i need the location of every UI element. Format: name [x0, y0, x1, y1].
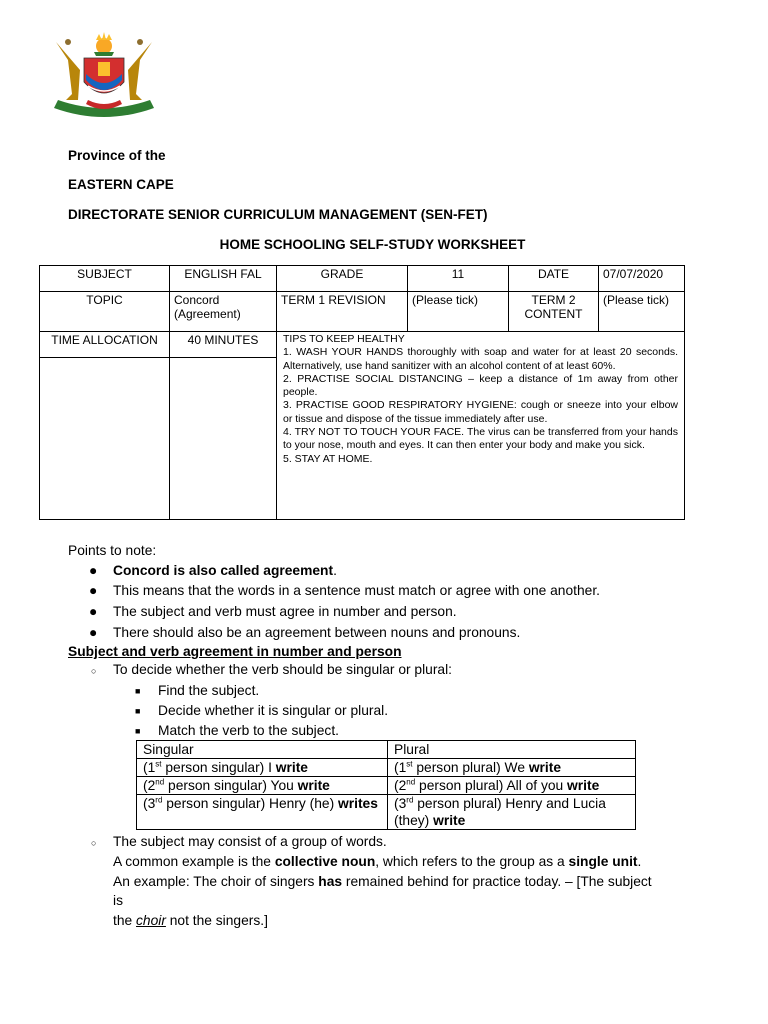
- bullet-icon: ●: [89, 604, 98, 619]
- topic-value: Concord (Agreement): [170, 292, 277, 332]
- province-line: Province of the: [68, 148, 166, 163]
- plural-first-person: (1st person plural) We write: [388, 759, 636, 777]
- note-item: The subject and verb must agree in number and person.: [113, 604, 457, 619]
- date-value: 07/07/2020: [599, 266, 685, 292]
- plural-header: Plural: [388, 741, 636, 759]
- grade-value: 11: [408, 266, 509, 292]
- term1-tick[interactable]: (Please tick): [408, 292, 509, 332]
- note-item: There should also be an agreement between nouns and pronouns.: [113, 625, 521, 640]
- coat-of-arms-logo: [46, 30, 162, 122]
- tip-item: 1. WASH YOUR HANDS thoroughly with soap and water for at least 20 seconds. Alternatively, use hand sanitizer with an alcohol content of at least 60%.: [283, 346, 678, 372]
- worksheet-title: HOME SCHOOLING SELF-STUDY WORKSHEET: [219, 237, 526, 252]
- square-bullet-icon: ■: [135, 706, 141, 716]
- closing-line: The subject may consist of a group of words.: [113, 834, 387, 849]
- plural-second-person: (2nd person plural) All of you write: [388, 777, 636, 795]
- tip-item: 5. STAY AT HOME.: [283, 452, 373, 465]
- plural-third-person: (3rd person plural) Henry and Lucia (they) write: [388, 795, 636, 830]
- empty-cell: [170, 358, 277, 520]
- worksheet-info-table: [39, 265, 685, 520]
- subject-label: SUBJECT: [40, 266, 170, 292]
- singular-header: Singular: [137, 741, 388, 759]
- collective-noun-paragraph: A common example is the collective noun, which refers to the group as a single unit. An example: The choir of singers has remained behind for practice today. – [The subject is the choir not the singers.]: [113, 854, 652, 928]
- health-tips: [277, 332, 685, 520]
- step-item: Find the subject.: [158, 683, 260, 698]
- agreement-table: [136, 740, 636, 830]
- section-heading: Subject and verb agreement in number and person: [68, 644, 402, 659]
- term2-tick[interactable]: (Please tick): [599, 292, 685, 332]
- step-item: Decide whether it is singular or plural.: [158, 703, 389, 718]
- decide-instruction: To decide whether the verb should be singular or plural:: [113, 662, 452, 677]
- tip-item: 4. TRY NOT TO TOUCH YOUR FACE. The virus can be transferred from your hands to your nose, mouth and eyes. It can then enter your body and make you sick.: [283, 426, 678, 452]
- bullet-icon: ●: [89, 625, 98, 640]
- note-item: Concord is also called agreement.: [113, 563, 337, 578]
- topic-label: TOPIC: [40, 292, 170, 332]
- note-item: This means that the words in a sentence must match or agree with one another.: [113, 583, 600, 598]
- singular-second-person: (2nd person singular) You write: [137, 777, 388, 795]
- step-item: Match the verb to the subject.: [158, 723, 339, 738]
- directorate-title: DIRECTORATE SENIOR CURRICULUM MANAGEMENT (SEN-FET): [68, 207, 488, 222]
- singular-third-person: (3rd person singular) Henry (he) writes: [137, 795, 388, 830]
- square-bullet-icon: ■: [135, 686, 141, 696]
- time-allocation-value: 40 MINUTES: [170, 332, 277, 358]
- singular-first-person: (1st person singular) I write: [137, 759, 388, 777]
- date-label: DATE: [509, 266, 599, 292]
- subject-value: ENGLISH FAL: [170, 266, 277, 292]
- bullet-icon: ●: [89, 583, 98, 598]
- tips-title: TIPS TO KEEP HEALTHY: [283, 333, 405, 345]
- term1-label: TERM 1 REVISION: [277, 292, 408, 332]
- tip-item: 2. PRACTISE SOCIAL DISTANCING – keep a distance of 1m away from other people.: [283, 372, 678, 399]
- circle-bullet-icon: ○: [91, 666, 97, 676]
- grade-label: GRADE: [277, 266, 408, 292]
- points-to-note-title: Points to note:: [68, 543, 157, 558]
- square-bullet-icon: ■: [135, 726, 141, 736]
- empty-cell: [40, 358, 170, 520]
- term2-label: TERM 2 CONTENT: [509, 292, 599, 332]
- tip-item: 3. PRACTISE GOOD RESPIRATORY HYGIENE: cough or sneeze into your elbow or tissue and dispose of the tissue immediately after use.: [283, 399, 678, 425]
- bullet-icon: ●: [89, 563, 98, 578]
- province-name: EASTERN CAPE: [68, 177, 174, 192]
- time-allocation-label: TIME ALLOCATION: [40, 332, 170, 358]
- circle-bullet-icon: ○: [91, 838, 97, 848]
